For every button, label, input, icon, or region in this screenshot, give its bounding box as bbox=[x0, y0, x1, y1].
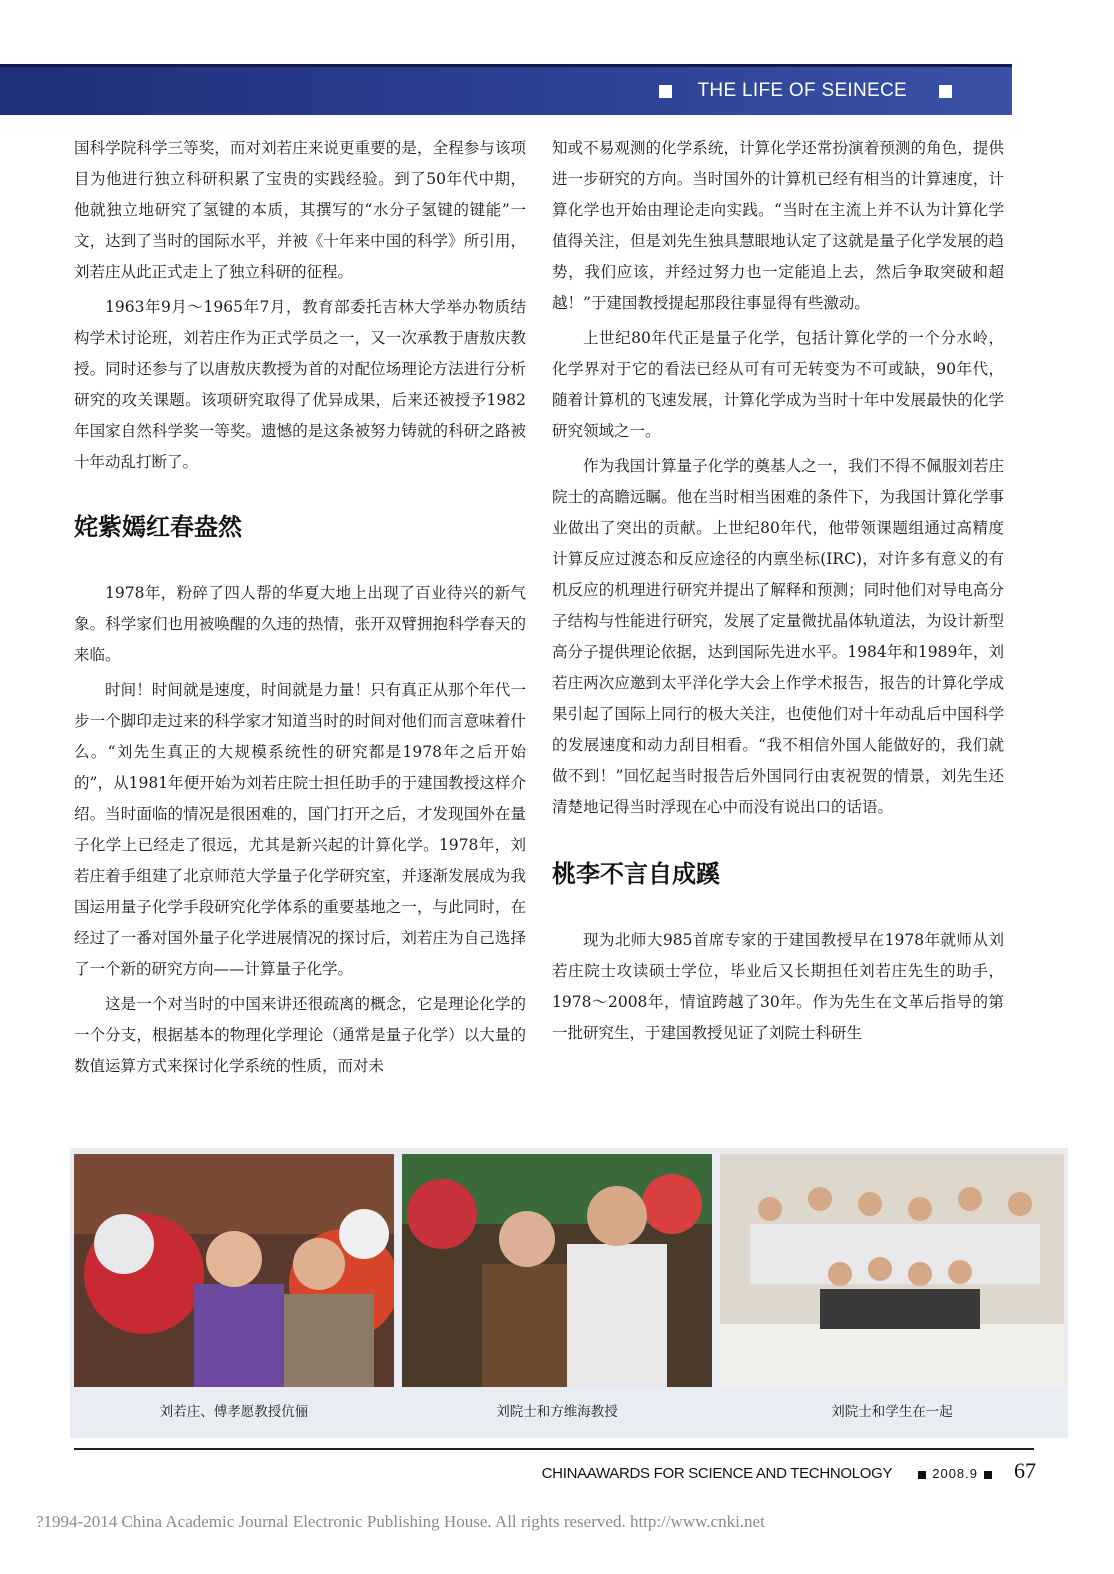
paragraph: 1978年，粉碎了四人帮的华夏大地上出现了百业待兴的新气象。科学家们也用被唤醒的久违的热情，张开双臂拥抱科学春天的来临。 bbox=[74, 584, 526, 664]
paragraph: 作为我国计算量子化学的奠基人之一，我们不得不佩服刘若庄院士的高瞻远瞩。他在当时相当困难的条件下，为我国计算化学事业做出了突出的贡献。上世纪80年代，他带领课题组通过高精度计算反应过渡态和反应途径的内禀坐标(IRC)，对许多有意义的有机反应的机理进行研究并提出了解释和预测；同时他们对导电高分子结构与性能进行研究，发展了定量微扰晶体轨道法，为设计新型高分子提供理论依据，达到国际先进水平。1984年和1989年，刘若庄两次应邀到太平洋化学大会上作学术报告，报告的计算化学成果引起了国际上同行的极大关注，也使他们对十年动乱后中国科学的发展速度和动力刮目相看。“我不相信外国人能做好的，我们就做不到！”回忆起当时报告后外国同行由衷祝贺的情景，刘先生还清楚地记得当时浮现在心中而没有说出口的话语。 bbox=[552, 457, 1004, 816]
paragraph: 这是一个对当时的中国来讲还很疏离的概念，它是理论化学的一个分支，根据基本的物理化学理论（通常是量子化学）以大量的数值运算方式来探讨化学系统的性质，而对未 bbox=[74, 995, 526, 1075]
paragraph: 知或不易观测的化学系统，计算化学还常扮演着预测的角色，提供进一步研究的方向。当时国外的计算机已经有相当的计算速度，计算化学也开始由理论走向实践。“当时在主流上并不认为计算化学值得关注，但是刘先生独具慧眼地认定了这就是量子化学发展的趋势，我们应该，并经过努力也一定能追上去，然后争取突破和超越！”于建国教授提起那段往事显得有些激动。 bbox=[552, 139, 1004, 312]
right-column bbox=[552, 133, 1004, 1049]
section-heading: 桃李不言自成蹊 bbox=[552, 860, 720, 888]
issue-number bbox=[912, 1466, 998, 1481]
square-bullet-icon bbox=[918, 1471, 926, 1479]
square-bullet-icon bbox=[984, 1471, 992, 1479]
paragraph: 1963年9月～1965年7月，教育部委托吉林大学举办物质结构学术讨论班，刘若庄作为正式学员之一，又一次承教于唐敖庆教授。同时还参与了以唐敖庆教授为首的对配位场理论方法进行分析研究的攻关课题。该项研究取得了优异成果，后来还被授予1982年国家自然科学奖一等奖。遗憾的是这条被努力铸就的科研之路被十年动乱打断了。 bbox=[74, 298, 526, 471]
section-heading: 姹紫嫣红春盎然 bbox=[74, 513, 242, 541]
page-footer bbox=[542, 1458, 1036, 1484]
square-bullet-icon bbox=[939, 85, 952, 98]
photo-with-students bbox=[720, 1154, 1064, 1387]
section-label-text: THE LIFE OF SEINECE bbox=[697, 80, 907, 101]
paragraph: 现为北师大985首席专家的于建国教授早在1978年就师从刘若庄院士攻读硕士学位，毕业后又长期担任刘若庄先生的助手，1978～2008年，情谊跨越了30年。作为先生在文革后指导的第一批研究生，于建国教授见证了刘院士科研生 bbox=[552, 931, 1004, 1042]
copyright-watermark: ?1994-2014 China Academic Journal Electronic Publishing House. All rights reserved. http://www.cnki.net bbox=[36, 1512, 765, 1531]
issue-text: 2008.9 bbox=[932, 1466, 978, 1481]
paragraph: 时间！时间就是速度，时间就是力量！只有真正从那个年代一步一个脚印走过来的科学家才知道当时的时间对他们而言意味着什么。“刘先生真正的大规模系统性的研究都是1978年之后开始的”，从1981年便开始为刘若庄院士担任助手的于建国教授这样介绍。当时面临的情况是很困难的，国门打开之后，才发现国外在量子化学上已经走了很远，尤其是新兴起的计算化学。1978年，刘若庄着手组建了北京师范大学量子化学研究室，并逐渐发展成为我国运用量子化学手段研究化学体系的重要基地之一，与此同时，在经过了一番对国外量子化学进展情况的探讨后，刘若庄为自己选择了一个新的研究方向——计算量子化学。 bbox=[74, 681, 526, 978]
footer-rule bbox=[74, 1448, 1034, 1450]
photo-two-professors bbox=[402, 1154, 712, 1387]
photo-caption: 刘若庄、傅孝愿教授伉俪 bbox=[159, 1404, 309, 1420]
paragraph: 国科学院科学三等奖，而对刘若庄来说更重要的是，全程参与该项目为他进行独立科研积累了宝贵的实践经验。到了50年代中期，他就独立地研究了氢键的本质，其撰写的“水分子氢键的键能”一文，达到了当时的国际水平，并被《十年来中国的科学》所引用，刘若庄从此正式走上了独立科研的征程。 bbox=[74, 139, 526, 281]
header-band bbox=[0, 64, 1012, 115]
square-bullet-icon bbox=[659, 85, 672, 98]
photo-strip bbox=[70, 1148, 1068, 1438]
journal-name: CHINAAWARDS FOR SCIENCE AND TECHNOLOGY bbox=[541, 1465, 893, 1482]
photo-couple-with-flowers bbox=[74, 1154, 394, 1387]
photo-caption: 刘院士和学生在一起 bbox=[831, 1404, 953, 1420]
paragraph: 上世纪80年代正是量子化学，包括计算化学的一个分水岭，化学界对于它的看法已经从可有可无转变为不可或缺，90年代，随着计算机的飞速发展，计算化学成为当时十年中发展最快的化学研究领域之一。 bbox=[552, 329, 1004, 440]
page-number: 67 bbox=[1014, 1458, 1036, 1483]
left-column bbox=[74, 133, 526, 1082]
photo-caption: 刘院士和方维海教授 bbox=[496, 1404, 618, 1420]
section-label bbox=[659, 79, 952, 103]
